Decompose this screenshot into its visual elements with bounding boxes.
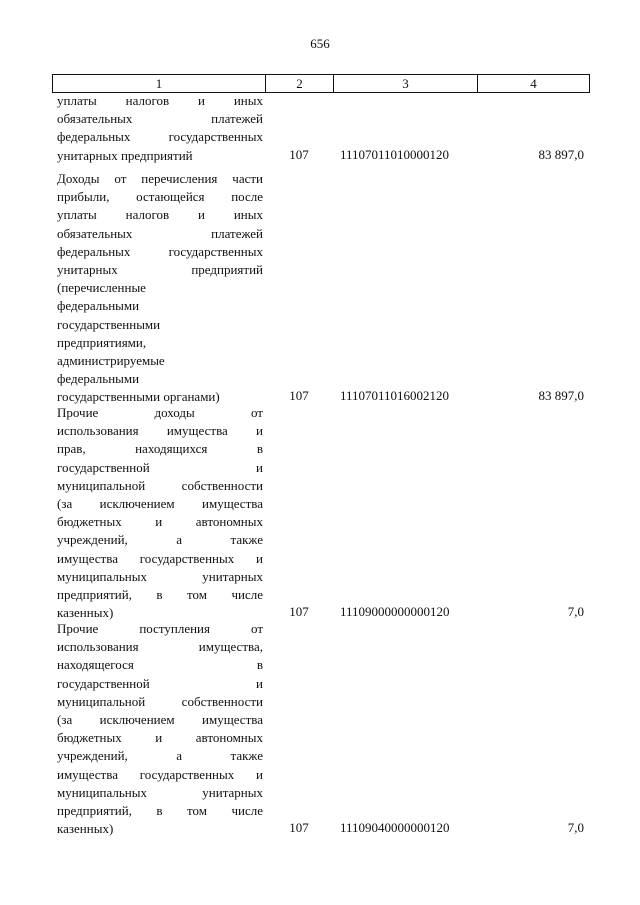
row-chapter-code: 107	[289, 820, 309, 836]
description-line: находящегося в	[57, 657, 263, 673]
row-budget-code: 11107011010000120	[340, 146, 450, 162]
row-amount: 83 897,0	[538, 146, 584, 162]
table-row	[52, 92, 588, 165]
header-col-3: 3	[334, 75, 478, 92]
row-description	[57, 92, 263, 165]
table-row	[52, 170, 588, 407]
description-line: уплаты налогов и иных	[57, 93, 263, 108]
row-chapter-code: 107	[289, 388, 309, 404]
row-amount: 7,0	[567, 820, 584, 836]
description-line: муниципальной собственности	[57, 477, 263, 493]
row-budget-code: 11109000000000120	[340, 604, 450, 620]
description-line: администрируемые	[57, 352, 165, 368]
page-number: 656	[310, 36, 330, 51]
description-line: предприятиями,	[57, 334, 147, 350]
description-line: бюджетных и автономных	[57, 514, 263, 530]
description-line: государственной и	[57, 675, 263, 691]
description-line: государственной и	[57, 459, 263, 475]
description-line: муниципальных унитарных	[57, 568, 263, 584]
row-amount: 83 897,0	[538, 388, 584, 404]
row-description	[57, 404, 263, 622]
row-amount: 7,0	[567, 604, 584, 620]
description-line: федеральных государственных	[57, 243, 263, 259]
row-description	[57, 170, 263, 406]
description-line: (за исключением имущества	[57, 711, 263, 727]
description-line: государственными органами)	[57, 389, 220, 405]
table-row	[52, 404, 588, 622]
description-line: имущества государственных и	[57, 766, 263, 782]
description-line: использования имущества и	[57, 423, 263, 439]
description-line: предприятий, в том числе	[57, 586, 263, 602]
table-header	[52, 74, 590, 93]
description-line: муниципальной собственности	[57, 693, 263, 709]
description-line: имущества государственных и	[57, 550, 263, 566]
description-line: Доходы от перечисления части	[57, 171, 263, 186]
row-chapter-code: 107	[289, 604, 309, 620]
description-line: учреждений, а также	[57, 532, 263, 548]
description-line: унитарных предприятий	[57, 147, 193, 163]
description-line: уплаты налогов и иных	[57, 207, 263, 223]
description-line: прав, находящихся в	[57, 441, 263, 457]
header-col-1: 1	[53, 75, 266, 92]
description-line: муниципальных унитарных	[57, 784, 263, 800]
description-line: государственными	[57, 316, 161, 332]
row-budget-code: 11109040000000120	[340, 820, 450, 836]
description-line: Прочие поступления от	[57, 621, 263, 636]
row-chapter-code: 107	[289, 146, 309, 162]
row-description	[57, 620, 263, 838]
description-line: федеральных государственных	[57, 129, 263, 145]
description-line: федеральными	[57, 371, 140, 387]
header-col-2: 2	[266, 75, 334, 92]
description-line: унитарных предприятий	[57, 261, 263, 277]
description-line: обязательных платежей	[57, 111, 263, 127]
description-line: использования имущества,	[57, 639, 263, 655]
description-line: учреждений, а также	[57, 748, 263, 764]
header-col-4: 4	[530, 76, 537, 91]
description-line: обязательных платежей	[57, 225, 263, 241]
description-line: предприятий, в том числе	[57, 802, 263, 818]
description-line: (перечисленные	[57, 280, 146, 296]
description-line: Прочие доходы от	[57, 405, 263, 420]
description-line: прибыли, остающейся после	[57, 189, 263, 205]
table-row	[52, 620, 588, 838]
description-line: федеральными	[57, 298, 140, 314]
description-line: (за исключением имущества	[57, 495, 263, 511]
description-line: бюджетных и автономных	[57, 730, 263, 746]
description-line: казенных)	[57, 821, 114, 837]
row-budget-code: 11107011016002120	[340, 388, 450, 404]
description-line: казенных)	[57, 605, 114, 621]
